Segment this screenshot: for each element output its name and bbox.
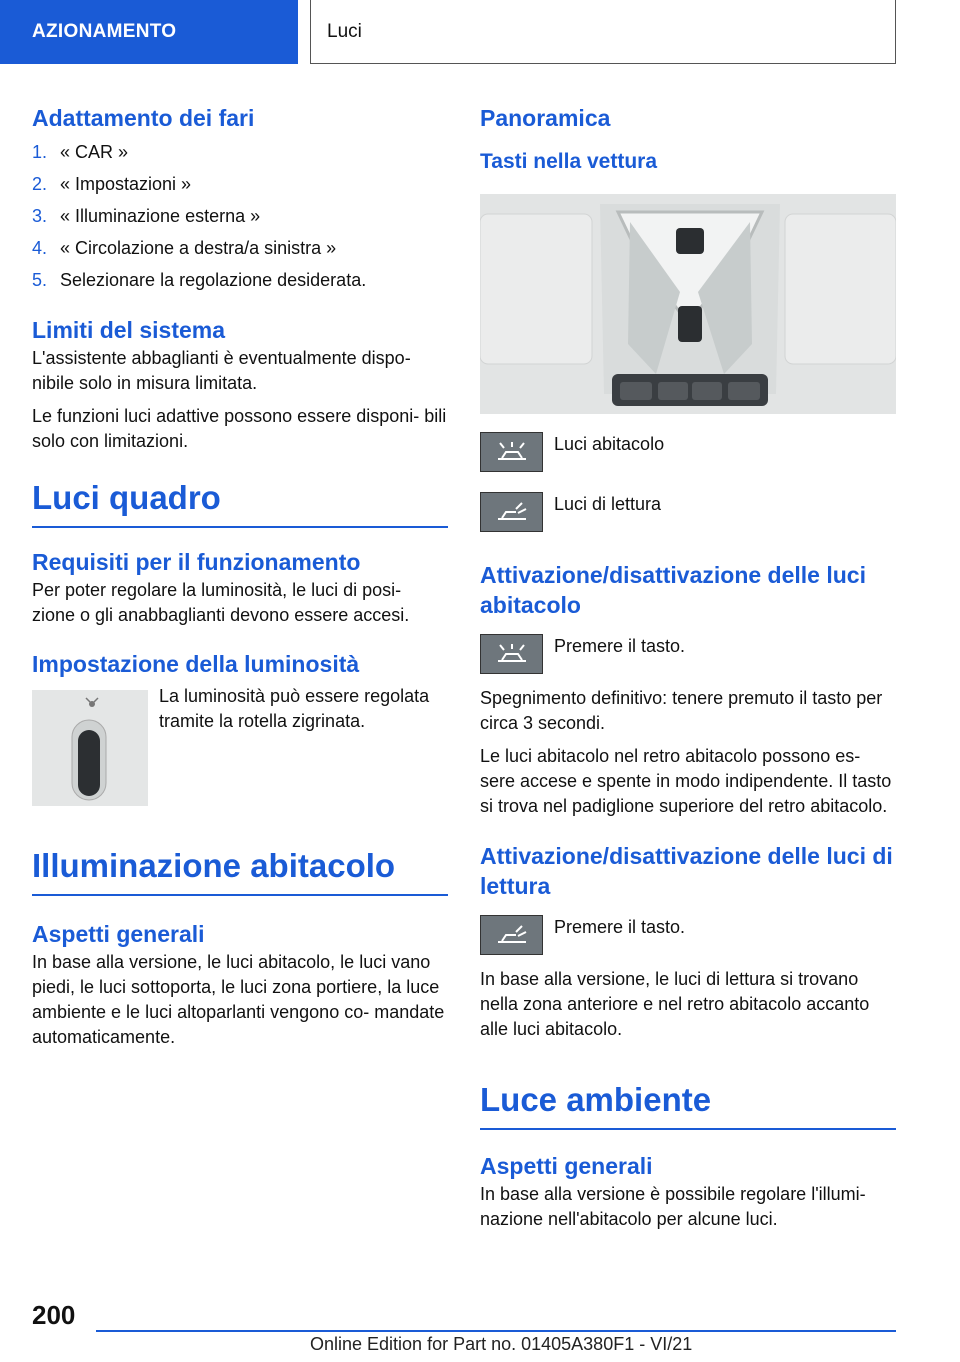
paragraph: La luminosità può essere regolata tramite la rotella zigrinata. (159, 686, 430, 731)
edition-text: Online Edition for Part no. 01405A380F1 - VI/21 (310, 1334, 693, 1354)
reading-light-icon (480, 915, 543, 955)
paragraph: Per poter regolare la luminosità, le luci di posi‐ zione o gli anabbaglianti devono essere accesi. (32, 580, 410, 625)
roof-console-image (480, 194, 896, 414)
heading-adattamento: Adattamento dei fari (32, 105, 255, 131)
dimmer-wheel-icon (32, 690, 148, 806)
chapter-tab (310, 0, 896, 64)
reading-light-icon (480, 492, 543, 532)
paragraph: Le funzioni luci adattive possono essere disponi‐ bili solo con limitazioni. (32, 406, 447, 451)
paragraph: Spegnimento definitivo: tenere premuto il tasto per circa 3 secondi. (480, 688, 883, 733)
paragraph: In base alla versione è possibile regolare l'illumi‐ nazione nell'abitacolo per alcune luci. (480, 1184, 866, 1229)
list-item: 1. « CAR » (32, 142, 129, 162)
list-item: 2. « Impostazioni » (32, 174, 192, 194)
heading-luminosita: Impostazione della luminosità (32, 651, 360, 677)
list-item: 4. « Circolazione a destra/a sinistra » (32, 238, 337, 258)
heading-aspetti-generali: Aspetti generali (480, 1153, 653, 1179)
paragraph: Le luci abitacolo nel retro abitacolo possono es‐ sere accese e spente in modo indipendente. Il tasto si trova nel padiglione superiore del retro abitacolo. (480, 746, 892, 816)
dimmer-row (32, 686, 448, 806)
paragraph: L'assistente abbaglianti è eventualmente dispo‐ nibile solo in misura limitata. (32, 348, 411, 393)
item-luci-lettura (480, 492, 896, 532)
interior-light-icon (480, 634, 543, 674)
item-luci-abitacolo (480, 432, 896, 472)
paragraph: In base alla versione, le luci abitacolo, le luci vano piedi, le luci sottoporta, le luci zona portiere, la luce ambiente e le luci altoparlanti vengono co‐ mandate automaticamente. (32, 952, 445, 1047)
interior-light-icon (480, 432, 543, 472)
heading-requisiti: Requisiti per il funzionamento (32, 549, 361, 575)
left-column (32, 96, 448, 1050)
heading-limiti: Limiti del sistema (32, 317, 226, 343)
section-title: AZIONAMENTO (32, 21, 177, 42)
steps-list (32, 136, 448, 296)
press-row (480, 634, 896, 674)
heading-panoramica: Panoramica (480, 105, 611, 131)
list-item: 5. Selezionare la regolazione desiderata. (32, 270, 367, 290)
heading-att-lettura: Attivazione/disattivazione delle luci di lettura (480, 843, 893, 899)
right-column (480, 96, 896, 1232)
chapter-title: Luci (327, 20, 362, 42)
heading-tasti: Tasti nella vettura (480, 150, 658, 173)
heading-aspetti-generali: Aspetti generali (32, 921, 205, 947)
heading-luce-ambiente: Luce ambiente (480, 1078, 896, 1130)
paragraph: In base alla versione, le luci di lettura si trovano nella zona anteriore e nel retro abitacolo accanto alle luci abitacolo. (480, 969, 870, 1039)
section-tab (0, 0, 298, 64)
label: Luci di lettura (554, 494, 662, 514)
footer-divider (96, 1330, 896, 1332)
label: Luci abitacolo (554, 434, 665, 454)
page-number: 200 (32, 1300, 76, 1330)
heading-luci-quadro: Luci quadro (32, 476, 448, 528)
heading-att-abitacolo: Attivazione/disattivazione delle luci abitacolo (480, 562, 866, 618)
label: Premere il tasto. (554, 917, 686, 937)
heading-illuminazione-abitacolo: Illuminazione abitacolo (32, 844, 448, 896)
label: Premere il tasto. (554, 636, 686, 656)
list-item: 3. « Illuminazione esterna » (32, 206, 261, 226)
press-row (480, 915, 896, 955)
